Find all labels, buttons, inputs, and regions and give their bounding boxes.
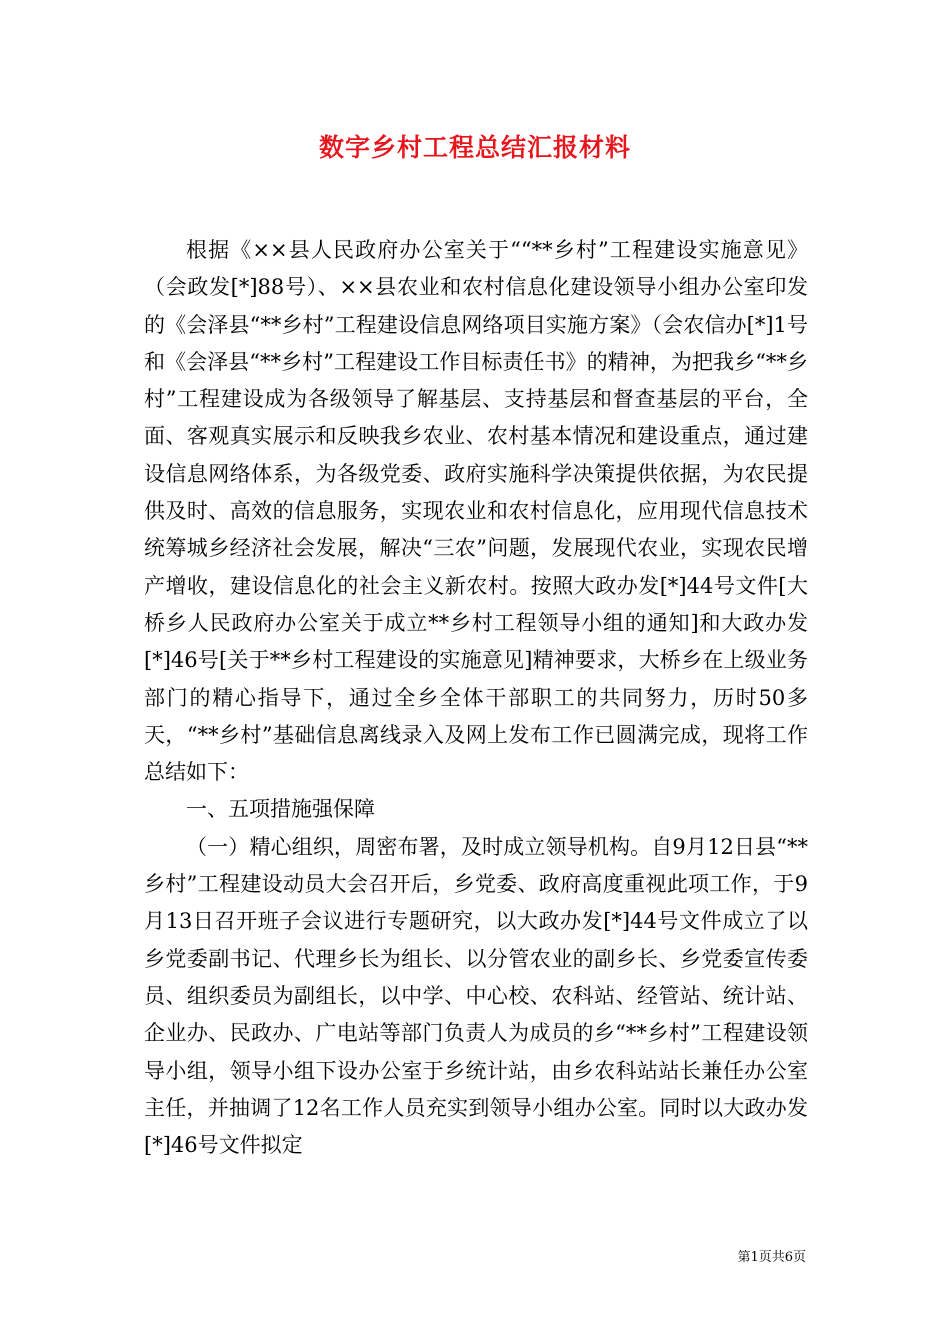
section-heading: 一、五项措施强保障 <box>186 797 375 822</box>
document-title: 数字乡村工程总结汇报材料 <box>318 133 631 162</box>
page-footer: 第1页共6页 <box>737 1250 806 1265</box>
document-body <box>144 232 808 1164</box>
paragraph-section-one: （一）精心组织，周密布署，及时成立领导机构。自9月12日县“**乡村”工程建设动员大会召开后，乡党委、政府高度重视此项工作，于9月13日召开班子会议进行专题研究，以大政办发[*]44号文件成立了以乡党委副书记、代理乡长为组长、以分管农业的副乡长、乡党委宣传委员、组织委员为副组长，以中学、中心校、农科站、经管站、统计站、企业办、民政办、广电站等部门负责人为成员的乡“**乡村”工程建设领导小组，领导小组下设办公室于乡统计站，由乡农科站站长兼任办公室主任，并抽调了12名工作人员充实到领导小组办公室。同时以大政办发[*]46号文件拟定 <box>144 834 808 1158</box>
paragraph-intro: 根据《××县人民政府办公室关于““**乡村”工程建设实施意见》（会政发[*]88号）、××县农业和农村信息化建设领导小组办公室印发的《会泽县“**乡村”工程建设信息网络项目实施方案》（会农信办[*]1号和《会泽县“**乡村”工程建设工作目标责任书》的精神，为把我乡“**乡村”工程建设成为各级领导了解基层、支持基层和督查基层的平台，全面、客观真实展示和反映我乡农业、农村基本情况和建设重点，通过建设信息网络体系，为各级党委、政府实施科学决策提供依据，为农民提供及时、高效的信息服务，实现农业和农村信息化，应用现代信息技术统筹城乡经济社会发展，解决“三农”问题，发展现代农业，实现农民增产增收，建设信息化的社会主义新农村。按照大政办发[*]44号文件[大桥乡人民政府办公室关于成立**乡村工程领导小组的通知]和大政办发[*]46号[关于**乡村工程建设的实施意见]精神要求，大桥乡在上级业务部门的精心指导下，通过全乡全体干部职工的共同努力，历时50多天，“**乡村”基础信息离线录入及网上发布工作已圆满完成，现将工作总结如下： <box>144 238 808 785</box>
